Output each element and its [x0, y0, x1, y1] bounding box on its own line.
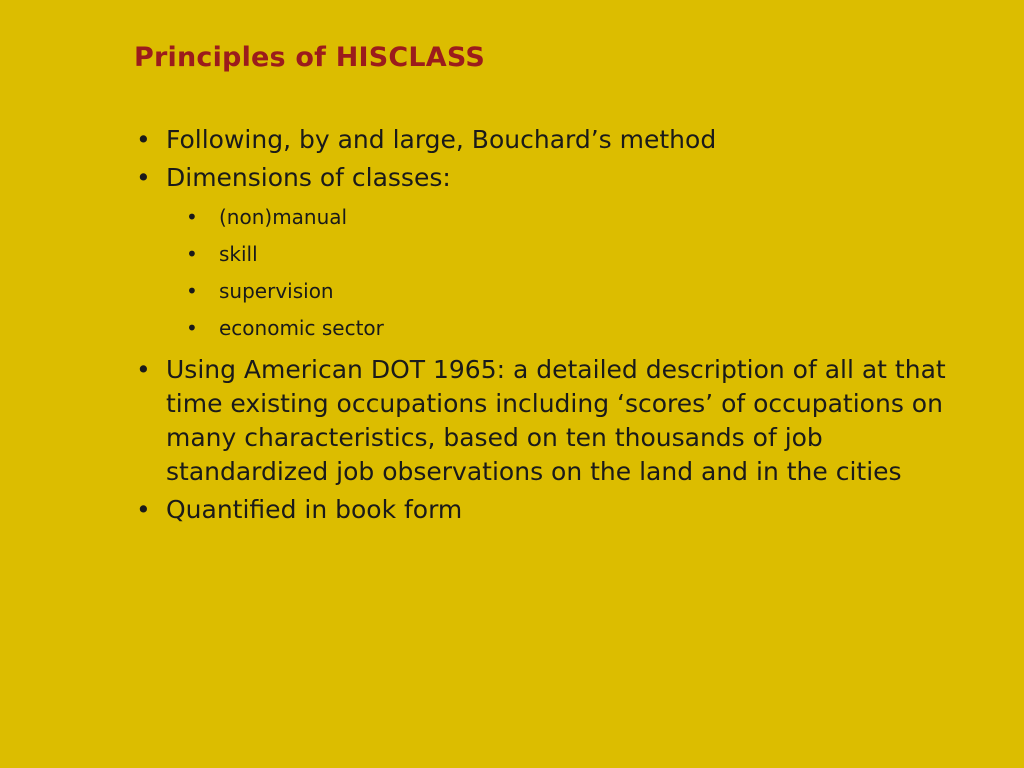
- sub-bullet-text: supervision: [219, 279, 334, 303]
- bullet-icon: •: [136, 355, 151, 384]
- slide-title: Principles of HISCLASS: [134, 42, 485, 73]
- sub-bullet-list: [166, 199, 964, 347]
- bullet-item: [134, 123, 964, 157]
- sub-bullet-icon: •: [186, 316, 198, 340]
- bullet-icon: •: [136, 163, 151, 192]
- bullet-text: Using American DOT 1965: a detailed description of all at that time existing occupations including ‘scores’ of occupations on many characteristics, based on ten thousands of job standardized job observations on the land and in the cities: [166, 355, 946, 486]
- sub-bullet-item: [166, 236, 964, 273]
- bullet-text: Dimensions of classes:: [166, 163, 451, 192]
- sub-bullet-item: [166, 310, 964, 347]
- bullet-item: [134, 493, 964, 527]
- bullet-icon: •: [136, 125, 151, 154]
- bullet-icon: •: [136, 495, 151, 524]
- sub-bullet-item: [166, 273, 964, 310]
- sub-bullet-text: skill: [219, 242, 258, 266]
- sub-bullet-text: (non)manual: [219, 205, 348, 229]
- sub-bullet-item: [166, 199, 964, 236]
- sub-bullet-icon: •: [186, 242, 198, 266]
- bullet-text: Following, by and large, Bouchard’s method: [166, 125, 717, 154]
- bullet-item: [134, 353, 964, 489]
- bullet-text: Quantified in book form: [166, 495, 463, 524]
- sub-bullet-text: economic sector: [219, 316, 384, 340]
- sub-bullet-icon: •: [186, 205, 198, 229]
- sub-bullet-icon: •: [186, 279, 198, 303]
- bullet-item: [134, 161, 964, 347]
- bullet-list: [134, 123, 964, 531]
